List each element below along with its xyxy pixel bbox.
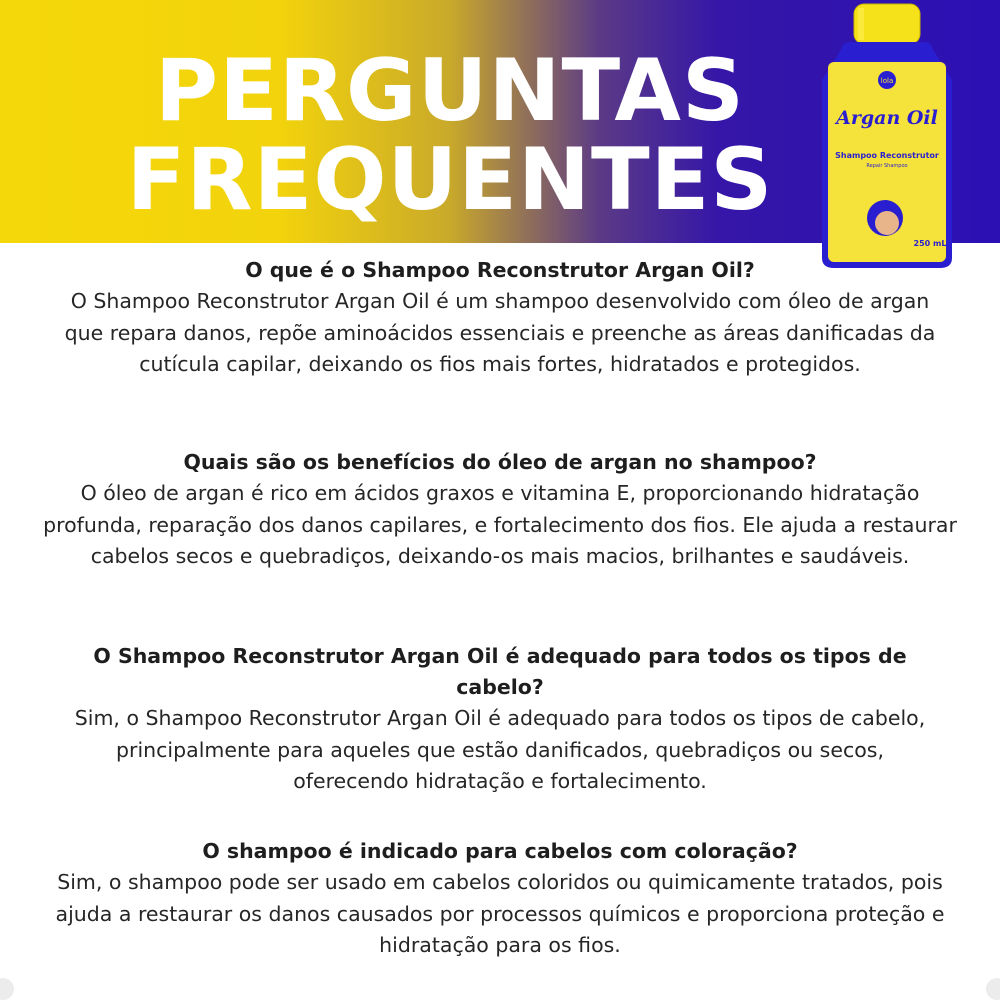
faq-answer-3: Sim, o Shampoo Reconstrutor Argan Oil é adequado para todos os tipos de cabelo, principalmente para aqueles que estão danificados, quebradiços ou secos, oferecendo hidratação e fortalecimento. xyxy=(74,706,926,793)
product-subline-text: Repair Shampoo xyxy=(866,163,908,169)
faq-question-2: Quais são os benefícios do óleo de argan no shampoo? xyxy=(183,450,817,474)
faq-item-1 xyxy=(30,255,970,381)
corner-decoration xyxy=(0,978,14,1000)
page-title-line2: FREQUENTES xyxy=(126,130,774,230)
corner-decoration xyxy=(986,978,1000,1000)
product-name-text: Argan Oil xyxy=(836,107,938,129)
product-volume-text: 250 mL xyxy=(913,239,947,248)
faq-item-3 xyxy=(30,641,970,798)
shampoo-bottle-image xyxy=(812,0,962,270)
faq-answer-1: O Shampoo Reconstrutor Argan Oil é um shampoo desenvolvido com óleo de argan que repara danos, repõe aminoácidos essenciais e preenche as áreas danificadas da cutícula capilar, deixando os fios mais fortes, hidratados e protegidos. xyxy=(64,289,936,376)
faq-item-4 xyxy=(30,836,970,962)
brand-logo-text: lola xyxy=(880,77,894,85)
product-line-text: Shampoo Reconstrutor xyxy=(835,151,939,160)
faq-question-1: O que é o Shampoo Reconstrutor Argan Oil? xyxy=(245,258,755,282)
faq-question-4: O shampoo é indicado para cabelos com coloração? xyxy=(202,839,798,863)
faq-answer-2: O óleo de argan é rico em ácidos graxos e vitamina E, proporcionando hidratação profunda, reparação dos danos capilares, e fortalecimento dos fios. Ele ajuda a restaurar cabelos secos e quebradiços, deixando-os mais macios, brilhantes e saudáveis. xyxy=(43,481,957,568)
faq-answer-4: Sim, o shampoo pode ser usado em cabelos coloridos ou quimicamente tratados, pois ajuda a restaurar os danos causados por processos químicos e proporciona proteção e hidratação para os fios. xyxy=(55,870,945,957)
faq-item-2 xyxy=(30,447,970,573)
faq-question-3: O Shampoo Reconstrutor Argan Oil é adequado para todos os tipos de cabelo? xyxy=(93,644,907,699)
page-title-line1: PERGUNTAS xyxy=(155,41,745,141)
